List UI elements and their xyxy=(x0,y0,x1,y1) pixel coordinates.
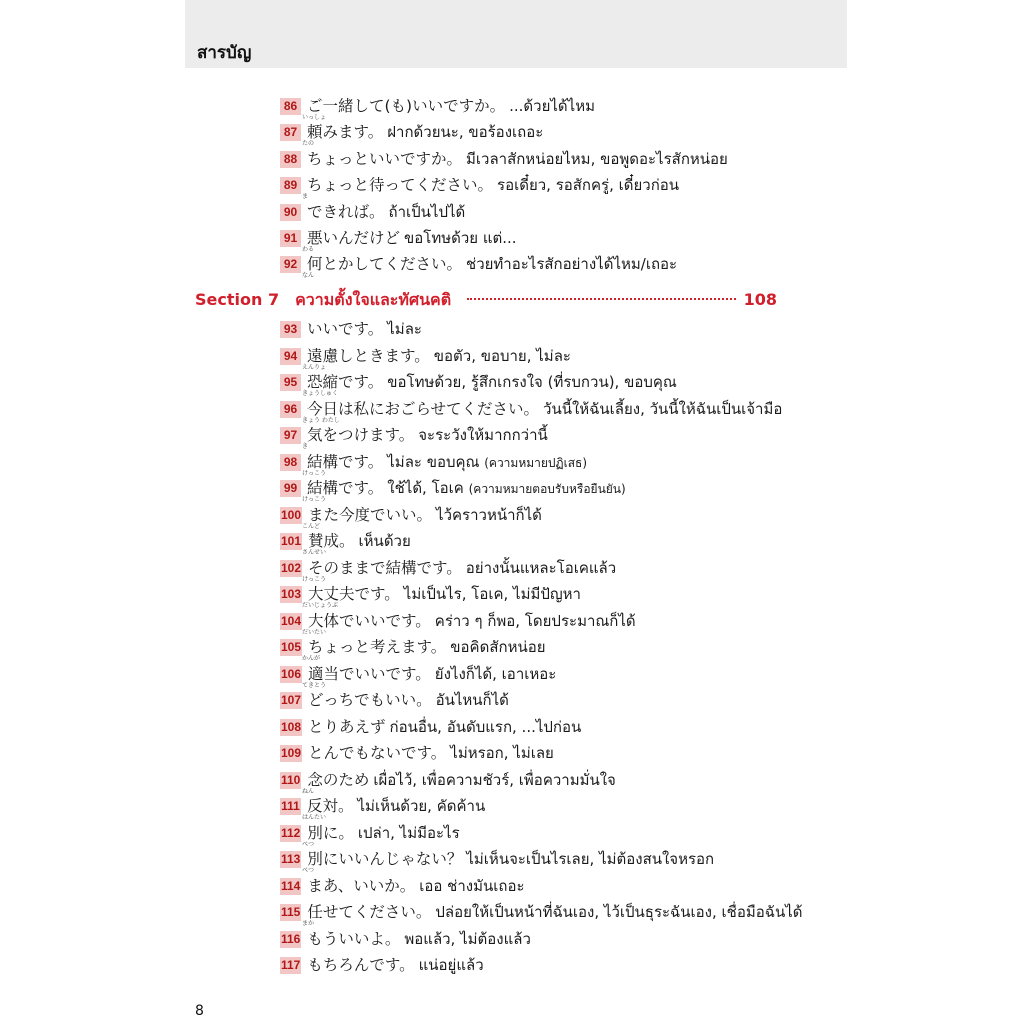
entry-number: 98 xyxy=(280,454,301,471)
entry-number: 89 xyxy=(280,177,301,194)
section-label: Section 7 xyxy=(195,290,280,309)
toc-entry[interactable] xyxy=(280,399,783,424)
japanese-phrase: ご一緒して(も)いいですか。 xyxy=(307,97,506,115)
japanese-phrase: まあ、いいか。 xyxy=(307,876,416,895)
toc-entry[interactable] xyxy=(280,479,626,503)
japanese-phrase: とんでもないです。 xyxy=(308,744,447,762)
thai-translation xyxy=(418,426,548,445)
furigana: なん xyxy=(302,272,315,280)
toc-entry[interactable] xyxy=(280,956,484,976)
thai-translation xyxy=(358,824,460,843)
toc-entry[interactable] xyxy=(280,558,617,583)
entry-number: 88 xyxy=(280,151,301,168)
thai-translation xyxy=(387,373,677,392)
toc-entry[interactable] xyxy=(280,320,422,340)
thai-translation-text: เปล่า, ไม่มีอะไร xyxy=(357,823,460,842)
japanese-phrase: どっちでもいい。 xyxy=(308,691,432,709)
entry-number: 117 xyxy=(281,958,301,972)
thai-translation-text: อันไหนก็ได้ xyxy=(435,691,509,709)
thai-translation-text: มีเวลาสักหน่อยไหม, ขอพูดอะไรสักหน่อย xyxy=(466,149,728,168)
thai-translation xyxy=(436,691,509,710)
thai-translation-text: ขอโทษด้วย แต่... xyxy=(404,229,517,247)
toc-entry[interactable] xyxy=(280,505,542,530)
thai-translation xyxy=(419,956,484,975)
thai-translation xyxy=(387,453,587,473)
furigana: べつ xyxy=(302,840,315,848)
entry-number: 96 xyxy=(280,401,301,418)
entry-number: 100 xyxy=(281,507,302,522)
entry-number: 102 xyxy=(281,560,302,575)
entry-number: 112 xyxy=(281,825,301,840)
furigana: まか xyxy=(302,920,315,927)
toc-entry[interactable] xyxy=(280,532,411,556)
thai-translation-text: ก่อนอื่น, อันดับแรก, ...ไปก่อน xyxy=(389,717,582,736)
thai-translation-text: พอแล้ว, ไม่ต้องแล้ว xyxy=(404,929,531,948)
thai-translation xyxy=(435,612,636,631)
toc-entry[interactable] xyxy=(280,255,678,280)
toc-entry[interactable] xyxy=(280,229,517,253)
japanese-phrase: もういいよ。 xyxy=(307,929,401,948)
page-number: 8 xyxy=(195,1003,204,1019)
thai-translation xyxy=(450,744,554,763)
thai-translation-text: เออ ช่างมันเถอะ xyxy=(419,876,525,895)
thai-translation xyxy=(435,665,557,684)
thai-translation-text: แน่อยู่แล้ว xyxy=(418,956,484,974)
japanese-phrase: 悪いんだけど xyxy=(307,229,401,247)
furigana: だいたい xyxy=(302,628,327,636)
toc-entry[interactable] xyxy=(280,426,548,450)
dot-leader xyxy=(467,298,735,300)
furigana: さんせい xyxy=(302,549,327,556)
toc-entry[interactable] xyxy=(280,346,571,371)
toc-entry[interactable] xyxy=(280,718,581,738)
thai-translation xyxy=(497,176,679,195)
thai-translation xyxy=(404,930,531,949)
japanese-phrase: ちょっといいですか。 xyxy=(307,149,463,168)
thai-translation-text: ไม่เห็นจะเป็นไรเลย, ไม่ต้องสนใจหรอก xyxy=(466,850,715,868)
toc-entry[interactable] xyxy=(280,664,557,689)
toc-entry[interactable] xyxy=(280,585,581,609)
furigana: きょうしゅく xyxy=(302,390,339,397)
furigana: たの xyxy=(302,140,315,148)
japanese-phrase: ちょっと待ってください。 xyxy=(307,176,494,195)
entry-number: 108 xyxy=(281,719,302,734)
furigana: けっこう xyxy=(302,496,327,503)
section-page-number: 108 xyxy=(743,290,777,309)
japanese-phrase: もちろんです。 xyxy=(307,956,415,974)
entry-number: 86 xyxy=(280,98,301,115)
japanese-phrase: とりあえず xyxy=(308,717,386,736)
japanese-phrase: 遠慮しときます。 xyxy=(307,346,430,365)
thai-translation xyxy=(466,255,677,274)
thai-translation-text: ขอโทษด้วย, รู้สึกเกรงใจ (ที่รบกวน), ขอบคุณ xyxy=(387,373,677,391)
thai-translation-text: ใช้ได้, โอเค xyxy=(387,479,464,497)
thai-translation xyxy=(390,718,582,737)
section-heading[interactable] xyxy=(195,288,777,313)
thai-translation xyxy=(404,585,581,604)
japanese-phrase: ちょっと考えます。 xyxy=(308,638,447,656)
page-header-title: สารบัญ xyxy=(197,43,252,63)
thai-translation xyxy=(466,850,714,869)
entry-number: 99 xyxy=(280,480,301,497)
thai-translation xyxy=(450,638,545,657)
entry-number: 101 xyxy=(281,534,302,548)
toc-entry[interactable] xyxy=(280,150,728,170)
japanese-phrase: 大体でいいです。 xyxy=(308,611,431,630)
thai-translation-text: คร่าว ๆ ก็พอ, โดยประมาณก็ได้ xyxy=(434,611,636,630)
entry-number: 95 xyxy=(280,374,301,391)
furigana: だいじょうぶ xyxy=(302,602,339,609)
entry-number: 107 xyxy=(281,693,302,707)
toc-entry[interactable] xyxy=(280,452,588,477)
entry-number: 87 xyxy=(280,124,301,141)
japanese-phrase: 結構です。 xyxy=(307,479,384,497)
thai-translation-text: ไม่เห็นด้วย, คัดค้าน xyxy=(357,797,486,815)
thai-translation-text: ...ด้วยได้ไหม xyxy=(509,97,595,115)
entry-number: 113 xyxy=(281,852,301,866)
toc-entry[interactable] xyxy=(280,638,546,662)
thai-translation xyxy=(404,229,517,248)
toc-entry[interactable] xyxy=(280,203,465,223)
toc-entry[interactable] xyxy=(280,691,509,711)
thai-translation xyxy=(466,150,728,169)
thai-translation-note: (ความหมายตอบรับหรือยืนยัน) xyxy=(468,482,626,496)
toc-entry[interactable] xyxy=(280,611,636,636)
japanese-phrase: 別にいいんじゃない？ xyxy=(307,850,463,868)
furigana: こんど xyxy=(302,522,321,530)
thai-translation xyxy=(389,203,466,222)
thai-translation-text: ยังไงก็ได้, เอาเหอะ xyxy=(434,664,557,683)
toc-entry[interactable] xyxy=(280,176,680,201)
furigana: わる xyxy=(302,246,315,253)
entry-number: 103 xyxy=(281,587,302,601)
entry-number: 110 xyxy=(281,772,301,787)
japanese-phrase: 頼みます。 xyxy=(307,123,384,142)
thai-translation xyxy=(419,877,524,896)
thai-translation xyxy=(359,532,411,551)
japanese-phrase: 適当でいいです。 xyxy=(308,664,431,683)
japanese-phrase: 念のため xyxy=(307,770,370,789)
thai-translation xyxy=(387,123,543,142)
thai-translation-text: ไม่ละ ขอบคุณ xyxy=(387,452,480,471)
thai-translation xyxy=(509,97,595,116)
toc-entry[interactable] xyxy=(280,930,531,950)
thai-translation-text: ไม่ละ xyxy=(387,320,422,338)
toc-entry[interactable] xyxy=(280,797,486,821)
japanese-phrase: 任せてください。 xyxy=(307,903,432,921)
japanese-phrase: 大丈夫です。 xyxy=(308,585,400,603)
thai-translation-text: อย่างนั้นแหละโอเคแล้ว xyxy=(465,558,617,577)
thai-translation-note: (ความหมายปฏิเสธ) xyxy=(484,455,588,470)
furigana: ねん xyxy=(302,787,315,795)
entry-number: 90 xyxy=(280,204,301,221)
thai-translation-text: ขอคิดสักหน่อย xyxy=(450,638,546,656)
entry-number: 91 xyxy=(280,230,301,247)
toc-entry[interactable] xyxy=(280,823,460,848)
entry-number: 109 xyxy=(281,746,302,760)
toc-entry[interactable] xyxy=(280,850,715,874)
japanese-phrase: 別に。 xyxy=(307,823,354,842)
thai-translation-text: ช่วยทำอะไรสักอย่างได้ไหม/เถอะ xyxy=(466,255,678,274)
japanese-phrase: また今度でいい。 xyxy=(308,505,433,524)
entry-number: 105 xyxy=(281,640,302,654)
japanese-phrase: 結構です。 xyxy=(307,452,384,471)
entry-number: 106 xyxy=(281,666,302,681)
thai-translation-text: ถ้าเป็นไปได้ xyxy=(388,202,466,221)
thai-translation xyxy=(435,903,802,922)
toc-entry[interactable] xyxy=(280,373,677,397)
entry-number: 104 xyxy=(281,613,302,628)
entry-number: 111 xyxy=(281,799,300,813)
entry-number: 93 xyxy=(280,321,301,338)
furigana: けっこう xyxy=(302,469,327,477)
entry-number: 114 xyxy=(281,878,301,893)
japanese-phrase: 恐縮です。 xyxy=(307,373,384,391)
japanese-phrase: 今日は私におごらせてください。 xyxy=(307,399,540,418)
furigana: ま xyxy=(302,193,309,201)
section-title: ความตั้งใจและทัศนคติ xyxy=(295,290,452,309)
thai-translation xyxy=(436,506,542,525)
thai-translation-text: ฝากด้วยนะ, ขอร้องเถอะ xyxy=(387,123,544,142)
entry-number: 92 xyxy=(280,256,301,273)
thai-translation xyxy=(358,797,486,816)
toc-entry[interactable] xyxy=(280,903,803,927)
thai-translation xyxy=(466,559,616,578)
thai-translation xyxy=(387,479,625,499)
furigana: き xyxy=(302,443,309,450)
entry-number: 94 xyxy=(280,348,301,365)
furigana: かんが xyxy=(302,655,321,662)
furigana: けっこう xyxy=(302,575,327,583)
thai-translation-text: ขอตัว, ขอบาย, ไม่ละ xyxy=(433,346,571,365)
japanese-phrase: そのままで結構です。 xyxy=(308,558,462,577)
thai-translation xyxy=(434,347,571,366)
furigana: いっしょ xyxy=(302,114,327,121)
furigana: えんりょ xyxy=(302,363,327,371)
thai-translation-text: ไว้คราวหน้าก็ได้ xyxy=(436,505,542,524)
thai-translation-text: รอเดี๋ยว, รอสักครู่, เดี๋ยวก่อน xyxy=(497,176,680,195)
thai-translation xyxy=(387,320,422,339)
entry-number: 115 xyxy=(281,905,301,919)
japanese-phrase: 何とかしてください。 xyxy=(307,255,463,274)
furigana: きょう わたし xyxy=(302,416,340,424)
entry-number: 97 xyxy=(280,427,301,444)
thai-translation-text: เห็นด้วย xyxy=(358,532,411,550)
thai-translation-text: จะระวังให้มากกว่านี้ xyxy=(418,426,548,444)
thai-translation xyxy=(543,400,782,419)
furigana: はんたい xyxy=(302,814,327,821)
toc-entry[interactable] xyxy=(280,877,525,897)
thai-translation-text: ไม่หรอก, ไม่เลย xyxy=(450,744,554,762)
furigana: てきとう xyxy=(302,681,327,689)
entry-number: 116 xyxy=(281,931,301,946)
thai-translation xyxy=(373,771,615,790)
thai-translation-text: เผื่อไว้, เพื่อความชัวร์, เพื่อความมั่นใจ xyxy=(373,770,616,789)
thai-translation-text: ไม่เป็นไร, โอเค, ไม่มีปัญหา xyxy=(403,585,581,603)
toc-entry[interactable] xyxy=(280,97,595,121)
thai-translation-text: ปล่อยให้เป็นหน้าที่ฉันเอง, ไว้เป็นธุระฉันเอง, เชื่อมือฉันได้ xyxy=(435,903,803,921)
japanese-phrase: 反対。 xyxy=(307,797,354,815)
toc-entry[interactable] xyxy=(280,770,616,795)
japanese-phrase: 気をつけます。 xyxy=(307,426,415,444)
japanese-phrase: できれば。 xyxy=(307,202,385,221)
toc-entry[interactable] xyxy=(280,744,554,764)
thai-translation-text: วันนี้ให้ฉันเลี้ยง, วันนี้ให้ฉันเป็นเจ้ามือ xyxy=(543,399,783,418)
furigana: べつ xyxy=(302,867,315,874)
japanese-phrase: いいです。 xyxy=(307,320,384,338)
japanese-phrase: 賛成。 xyxy=(308,532,355,550)
toc-entry[interactable] xyxy=(280,123,544,148)
